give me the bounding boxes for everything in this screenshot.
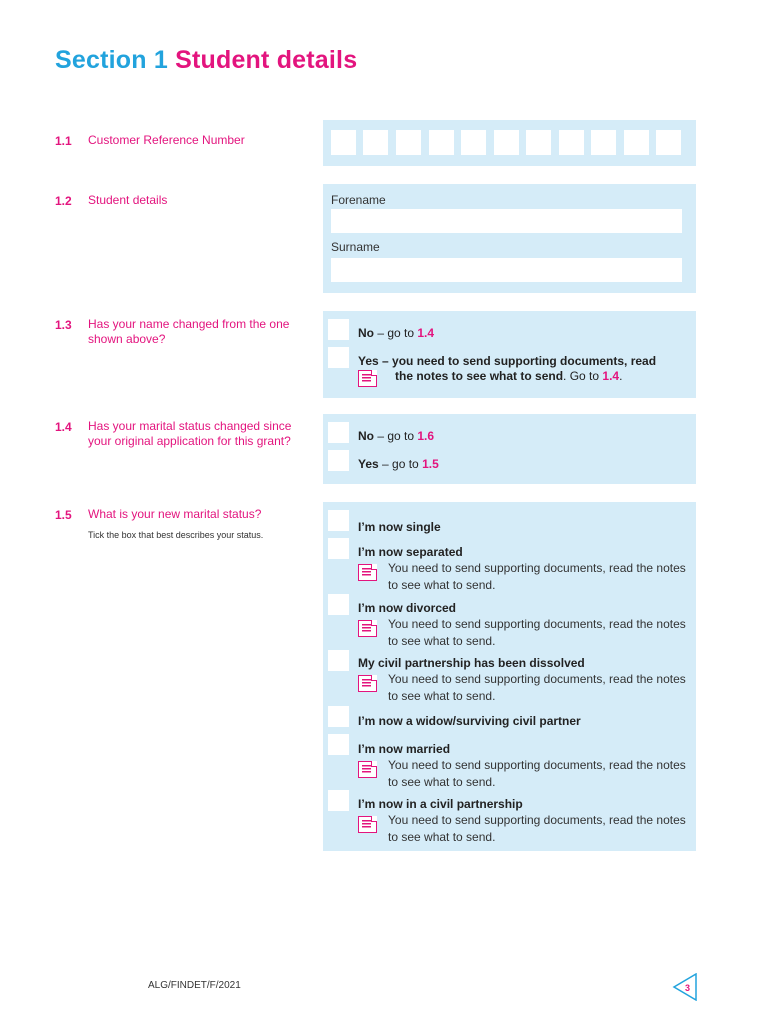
document-icon xyxy=(358,370,377,387)
status-civil-partnership-checkbox[interactable] xyxy=(328,790,349,811)
status-separated-note: You need to send supporting documents, read the notes to see what to send. xyxy=(388,561,686,592)
question-label-crn: Customer Reference Number xyxy=(88,133,245,147)
name-changed-no-checkbox[interactable] xyxy=(328,319,349,340)
crn-digit-box[interactable] xyxy=(429,130,454,155)
marital-changed-no-label: No – go to 1.6 xyxy=(358,429,435,443)
status-civil-partnership-note: You need to send supporting documents, read the notes to see what to send. xyxy=(388,813,686,844)
status-divorced-label: I’m now divorced xyxy=(358,601,457,615)
status-separated-checkbox[interactable] xyxy=(328,538,349,559)
page-title xyxy=(55,46,357,75)
document-icon xyxy=(358,675,377,692)
page-number-badge xyxy=(672,973,698,1001)
page-number: 3 xyxy=(685,983,691,993)
name-changed-yes-checkbox[interactable] xyxy=(328,347,349,368)
document-icon xyxy=(358,816,377,833)
status-widow-checkbox[interactable] xyxy=(328,706,349,727)
status-married-checkbox[interactable] xyxy=(328,734,349,755)
crn-panel xyxy=(323,120,696,166)
question-hint: Tick the box that best describes your status. xyxy=(88,530,264,540)
marital-changed-panel xyxy=(323,414,696,484)
marital-changed-yes-checkbox[interactable] xyxy=(328,450,349,471)
name-changed-panel xyxy=(323,311,696,398)
crn-digit-box[interactable] xyxy=(526,130,551,155)
question-label-name-changed: Has your name changed from the one shown above? xyxy=(88,317,290,346)
status-dissolved-label: My civil partnership has been dissolved xyxy=(358,656,585,670)
surname-field[interactable] xyxy=(331,258,682,282)
forename-label: Forename xyxy=(331,193,386,207)
surname-label: Surname xyxy=(331,240,380,254)
status-single-checkbox[interactable] xyxy=(328,510,349,531)
document-icon xyxy=(358,564,377,581)
crn-digit-box[interactable] xyxy=(363,130,388,155)
question-number-1-1: 1.1 xyxy=(55,134,72,148)
crn-digit-box[interactable] xyxy=(331,130,356,155)
crn-digit-box[interactable] xyxy=(656,130,681,155)
status-divorced-checkbox[interactable] xyxy=(328,594,349,615)
status-civil-partnership-label: I’m now in a civil partnership xyxy=(358,797,523,811)
marital-changed-yes-label: Yes – go to 1.5 xyxy=(358,457,439,471)
question-label-marital-status: What is your new marital status? xyxy=(88,507,262,521)
question-number-1-4: 1.4 xyxy=(55,420,72,434)
question-number-1-2: 1.2 xyxy=(55,194,72,208)
status-separated-label: I’m now separated xyxy=(358,545,463,559)
document-icon xyxy=(358,620,377,637)
student-details-panel xyxy=(323,184,696,293)
question-number-1-3: 1.3 xyxy=(55,318,72,332)
forename-field[interactable] xyxy=(331,209,682,233)
form-code: ALG/FINDET/F/2021 xyxy=(148,980,241,991)
status-married-note: You need to send supporting documents, read the notes to see what to send. xyxy=(388,758,686,789)
status-dissolved-note: You need to send supporting documents, read the notes to see what to send. xyxy=(388,672,686,703)
name-changed-yes-label-cont: the notes to see what to send. Go to 1.4. xyxy=(395,369,623,383)
crn-digit-box[interactable] xyxy=(461,130,486,155)
question-label-marital-changed: Has your marital status changed since your original application for this grant? xyxy=(88,419,292,448)
marital-status-panel xyxy=(323,502,696,851)
status-widow-label: I’m now a widow/surviving civil partner xyxy=(358,714,581,728)
question-number-1-5: 1.5 xyxy=(55,508,72,522)
section-number: Section 1 xyxy=(55,46,168,74)
crn-digit-box[interactable] xyxy=(559,130,584,155)
status-married-label: I’m now married xyxy=(358,742,451,756)
status-dissolved-checkbox[interactable] xyxy=(328,650,349,671)
status-single-label: I’m now single xyxy=(358,520,441,534)
question-label-student-details: Student details xyxy=(88,193,168,207)
crn-digit-box[interactable] xyxy=(591,130,616,155)
crn-digit-box[interactable] xyxy=(624,130,649,155)
name-changed-yes-label: Yes – you need to send supporting documents, read xyxy=(358,354,657,368)
document-icon xyxy=(358,761,377,778)
crn-digit-box[interactable] xyxy=(396,130,421,155)
name-changed-no-label: No – go to 1.4 xyxy=(358,326,435,340)
status-divorced-note: You need to send supporting documents, read the notes to see what to send. xyxy=(388,617,686,648)
crn-digit-box[interactable] xyxy=(494,130,519,155)
section-name: Student details xyxy=(175,46,358,74)
marital-changed-no-checkbox[interactable] xyxy=(328,422,349,443)
